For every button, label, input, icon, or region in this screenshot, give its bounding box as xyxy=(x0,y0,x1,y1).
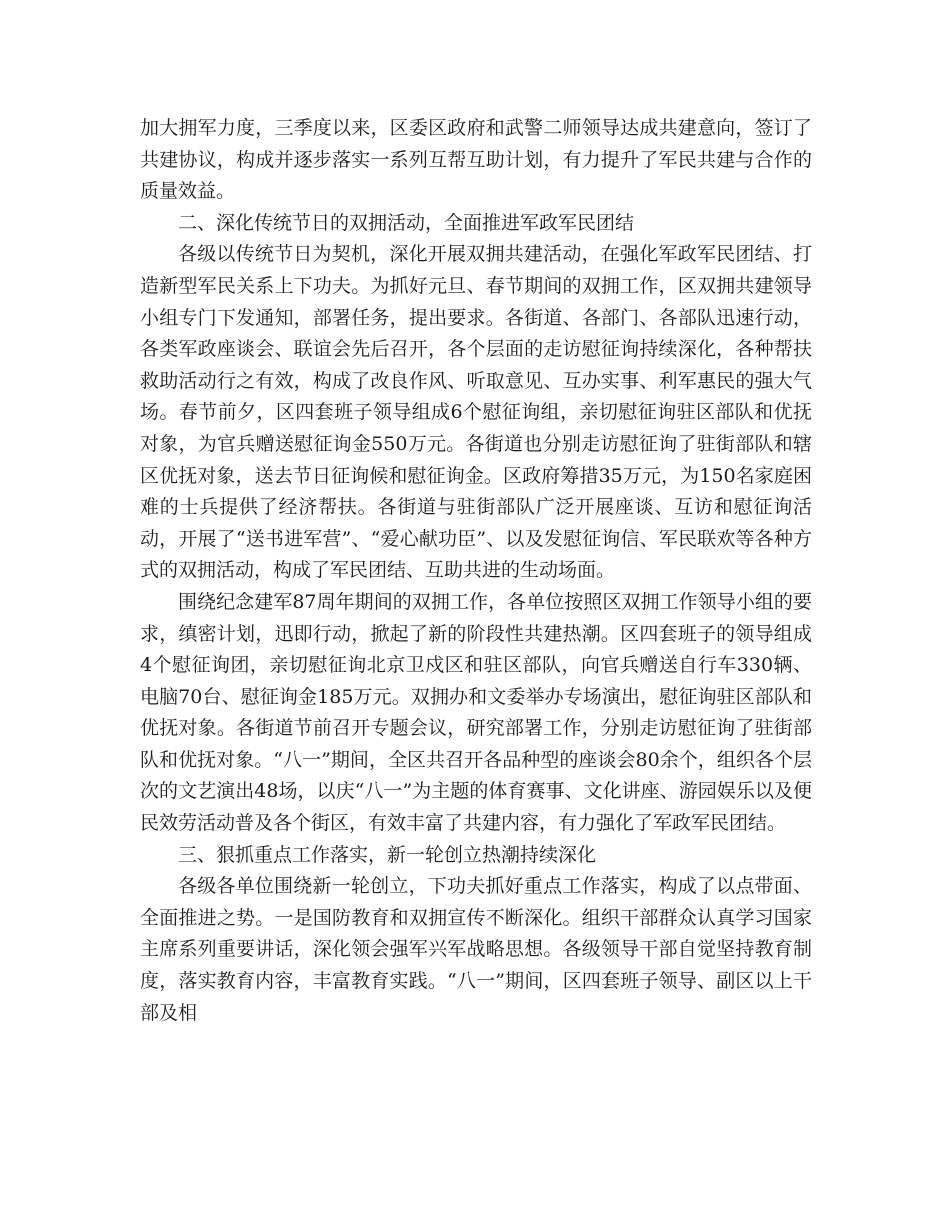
document-body xyxy=(140,113,812,1029)
section-heading-three: 三、狠抓重点工作落实，新一轮创立热潮持续深化 xyxy=(178,843,597,866)
paragraph-spring-festival: 各级以传统节日为契机，深化开展双拥共建活动，在强化军政军民团结、打造新型军民关系上下功夫。为抓好元旦、春节期间的双拥工作，区双拥共建领导小组专门下发通知，部署任务，提出要求。各街道、各部门、各部队迅速行动，各类军政座谈会、联谊会先后召开，各个层面的走访慰征询持续深化，各种帮扶救助活动行之有效，构成了改良作风、听取意见、互办实事、利军惠民的强大气场。春节前夕，区四套班子领导组成6个慰征询组，亲切慰征询驻区部队和优抚对象，为官兵赠送慰征询金550万元。各街道也分别走访慰征询了驻街部队和辖区优抚对象，送去节日征询候和慰征询金。区政府筹措35万元，为150名家庭困难的士兵提供了经济帮扶。各街道与驻街部队广泛开展座谈、互访和慰征询活动，开展了“送书进军营”、“爱心献功臣”、以及发慰征询信、军民联欢等各种方式的双拥活动，构成了军民团结、互助共进的生动场面。 xyxy=(140,243,812,582)
section-heading-two: 二、深化传统节日的双拥活动，全面推进军政军民团结 xyxy=(178,211,635,234)
paragraph-army-day: 围绕纪念建军87周年期间的双拥工作，各单位按照区双拥工作领导小组的要求，缜密计划，迅即行动，掀起了新的阶段性共建热潮。区四套班子的领导组成4个慰征询团，亲切慰征询北京卫戍区和驻区部队，向官兵赠送自行车330辆、电脑70台、慰征询金185万元。双拥办和文委举办专场演出，慰征询驻区部队和优抚对象。各街道节前召开专题会议，研究部署工作，分别走访慰征询了驻街部队和优抚对象。“八一”期间，全区共召开各品种型的座谈会80余个，组织各个层次的文艺演出48场，以庆“八一”为主题的体育赛事、文化讲座、游园娱乐以及便民效劳活动普及各个街区，有效丰富了共建内容，有力强化了军政军民团结。 xyxy=(140,590,812,835)
paragraph-continuation: 加大拥军力度，三季度以来，区委区政府和武警二师领导达成共建意向，签订了共建协议，构成并逐步落实一系列互帮互助计划，有力提升了军民共建与合作的质量效益。 xyxy=(140,117,812,203)
paragraph-key-work: 各级各单位围绕新一轮创立，下功夫抓好重点工作落实，构成了以点带面、全面推进之势。一是国防教育和双拥宣传不断深化。组织干部群众认真学习国家主席系列重要讲话，深化领会强军兴军战略思想。各级领导干部自觉坚持教育制度，落实教育内容，丰富教育实践。“八一”期间，区四套班子领导、副区以上干部及相 xyxy=(140,875,812,1024)
